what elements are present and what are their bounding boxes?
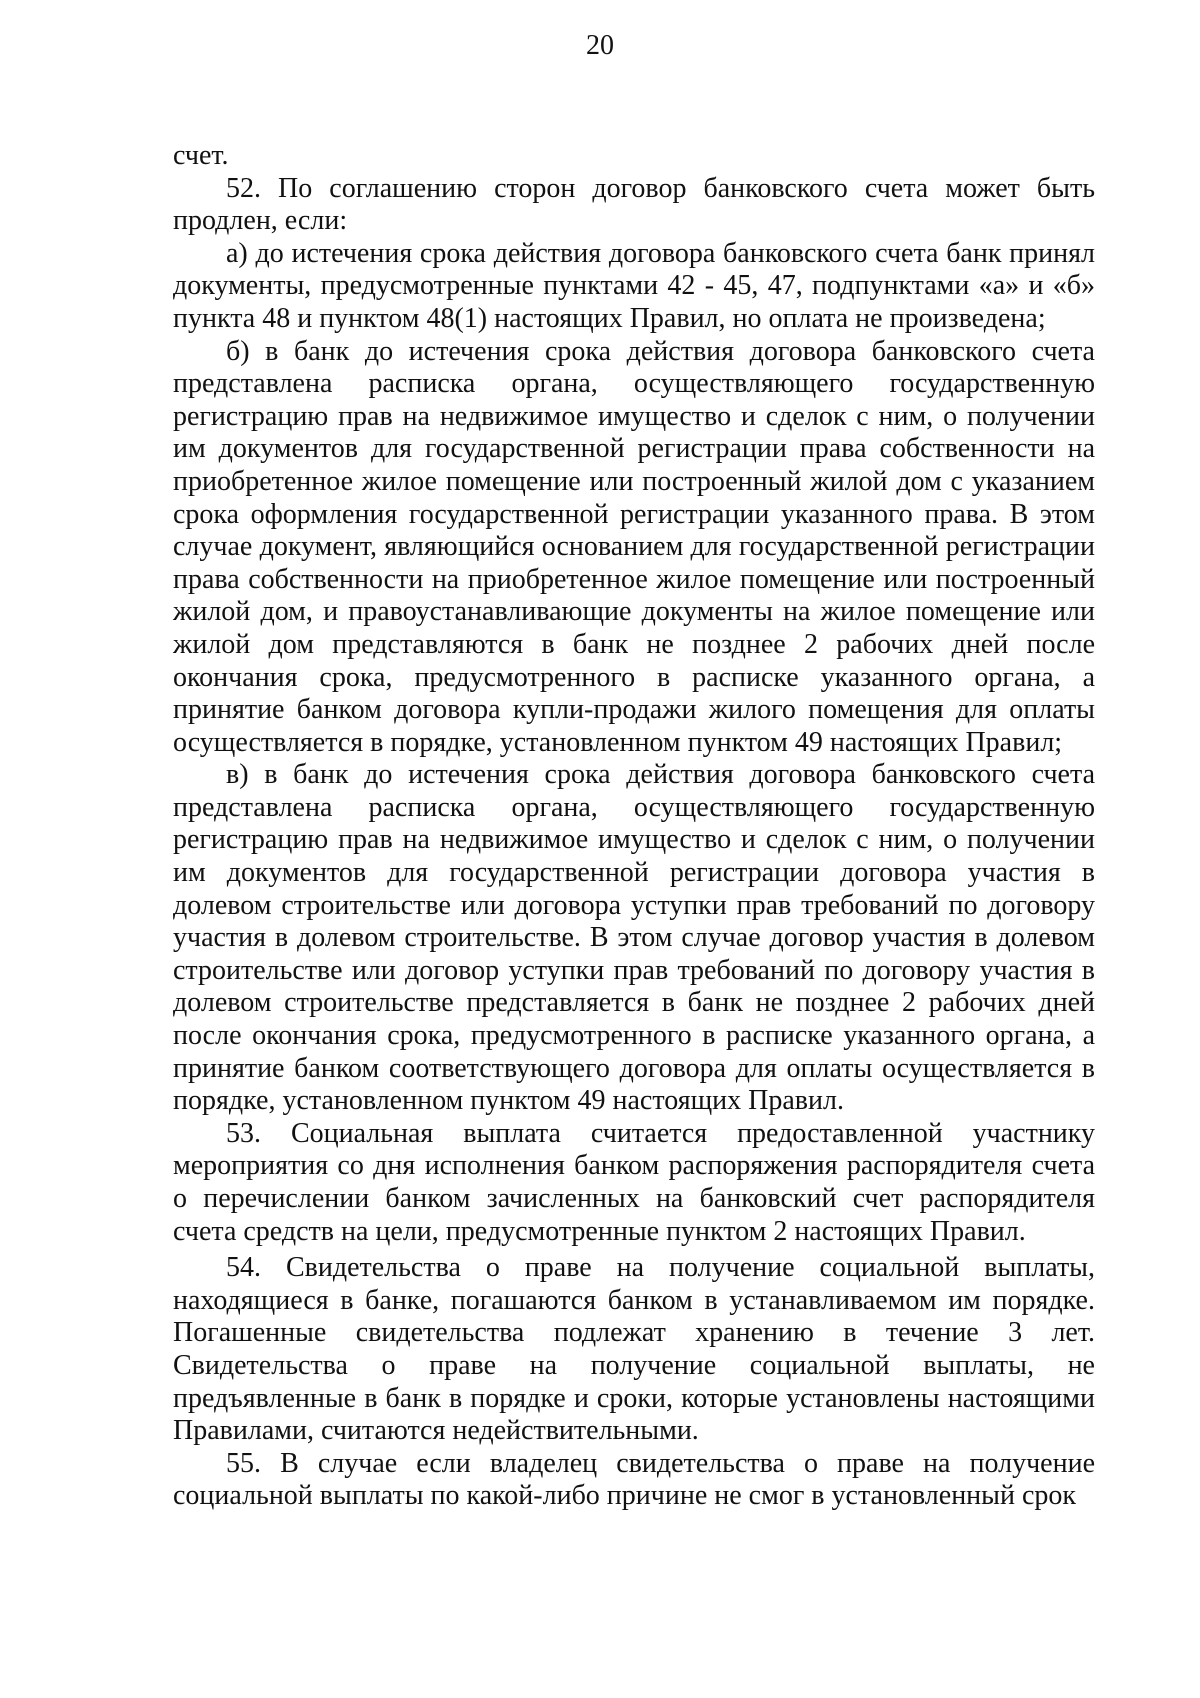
paragraph-54: 54. Свидетельства о праве на получение социальной выплаты, находящиеся в банке, погашаются банком в устанавливаемом им порядке. Погашенные свидетельства подлежат хранению в течение 3 лет. Свидетельства о праве на получение социальной выплаты, не предъявленные в банк в порядке и сроки, которые установлены настоящими Правилами, считаются недействительными.	[173, 1252, 1095, 1447]
page-number: 20	[586, 30, 614, 61]
paragraph-52: 52. По соглашению сторон договор банковского счета может быть продлен, если:	[173, 172, 1095, 237]
document-body	[173, 140, 1095, 1513]
paragraph-52-b: б) в банк до истечения срока действия договора банковского счета представлена расписка органа, осуществляющего государственную регистрацию прав на недвижимое имущество и сделок с ним, о получении им документов для государственной регистрации права собственности на приобретенное жилое помещение или построенный жилой дом с указанием срока оформления государственной регистрации указанного права. В этом случае документ, являющийся основанием для государственной регистрации права собственности на приобретенное жилое помещение или построенный жилой дом, и правоустанавливающие документы на жилое помещение или жилой дом представляются в банк не позднее 2 рабочих дней после окончания срока, предусмотренного в расписке указанного органа, а принятие банком договора купли-продажи жилого помещения для оплаты осуществляется в порядке, установленном пунктом 49 настоящих Правил;	[173, 335, 1095, 758]
paragraph-52-v: в) в банк до истечения срока действия договора банковского счета представлена расписка органа, осуществляющего государственную регистрацию прав на недвижимое имущество и сделок с ним, о получении им документов для государственной регистрации договора участия в долевом строительстве или договора уступки прав требований по договору участия в долевом строительстве. В этом случае договор участия в долевом строительстве или договор уступки прав требований по договору участия в долевом строительстве представляется в банк не позднее 2 рабочих дней после окончания срока, предусмотренного в расписке указанного органа, а принятие банком соответствующего договора для оплаты осуществляется в порядке, установленном пунктом 49 настоящих Правил.	[173, 759, 1095, 1117]
paragraph-53: 53. Социальная выплата считается предоставленной участнику мероприятия со дня исполнения банком распоряжения распорядителя счета о перечислении банком зачисленных на банковский счет распорядителя счета средств на цели, предусмотренные пунктом 2 настоящих Правил.	[173, 1117, 1095, 1247]
paragraph-55: 55. В случае если владелец свидетельства о праве на получение социальной выплаты по какой-либо причине не смог в установленный срок	[173, 1447, 1095, 1512]
paragraph-continuation: счет.	[173, 140, 229, 171]
paragraph-52-a: а) до истечения срока действия договора банковского счета банк принял документы, предусмотренные пунктами 42 - 45, 47, подпунктами «а» и «б» пункта 48 и пунктом 48(1) настоящих Правил, но оплата не произведена;	[173, 237, 1095, 334]
